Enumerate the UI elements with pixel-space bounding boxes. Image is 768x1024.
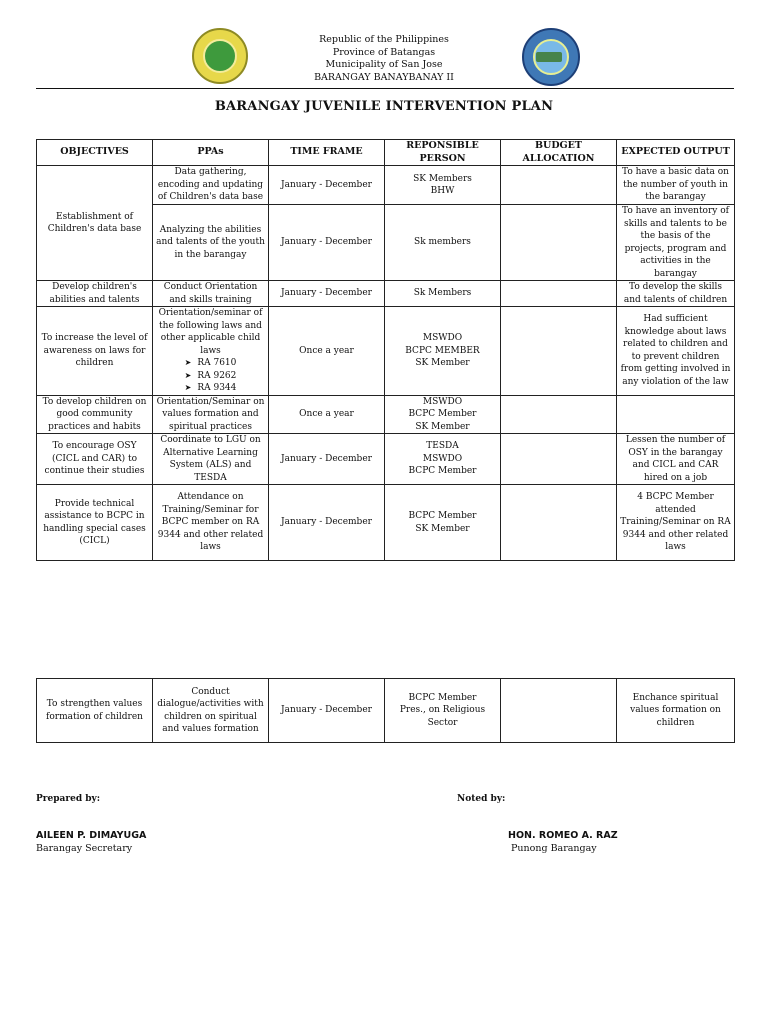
- intervention-plan-table: [36, 139, 735, 561]
- objective-cell: To increase the level of awareness on laws for children: [37, 307, 153, 396]
- ppa-cell: Coordinate to LGU on Alternative Learning System (ALS) and TESDA: [153, 434, 269, 485]
- time-frame-cell: January - December: [269, 679, 385, 743]
- person-line: BCPC MEMBER: [405, 345, 480, 356]
- responsible-person-cell: [385, 166, 501, 205]
- responsible-person-cell: [385, 307, 501, 396]
- budget-cell: [501, 307, 617, 396]
- prepared-by-label: Prepared by:: [36, 794, 101, 804]
- person-line: SK Member: [415, 523, 470, 534]
- person-line: MSWDO: [422, 396, 463, 407]
- header-divider: [36, 88, 734, 89]
- expected-output-cell: To develop the skills and talents of children: [617, 281, 735, 307]
- person-line: TESDA: [426, 441, 459, 452]
- expected-output-cell: [617, 485, 735, 561]
- expected-output-cell: Lessen the number of OSY in the barangay and CICL and CAR hired on a job: [617, 434, 735, 485]
- ppa-text: Orientation/seminar of the following laws and other applicable child laws: [158, 308, 263, 356]
- table-row: [37, 395, 735, 434]
- time-frame-cell: Once a year: [269, 395, 385, 434]
- ppa-cell: Attendance on Training/Seminar for BCPC member on RA 9344 and other related laws: [153, 485, 269, 561]
- person-line: MSWDO: [422, 453, 463, 464]
- objective-cell: Develop children's abilities and talents: [37, 281, 153, 307]
- output-line: laws: [665, 542, 686, 553]
- laws-list: [185, 357, 237, 395]
- time-frame-cell: January - December: [269, 434, 385, 485]
- letterhead: [0, 34, 768, 84]
- objective-cell: Establishment of Children's data base: [37, 166, 153, 281]
- time-frame-cell: Once a year: [269, 307, 385, 396]
- table-row: [37, 166, 735, 205]
- continuation-table: [36, 678, 735, 743]
- ppa-cell: [153, 307, 269, 396]
- person-line: BHW: [430, 186, 455, 196]
- ppa-cell: Conduct Orientation and skills training: [153, 281, 269, 307]
- table-header-row: [37, 140, 735, 166]
- table-row: [37, 485, 735, 561]
- person-line: SK Members: [413, 173, 472, 184]
- person-line: BCPC Member: [408, 409, 477, 419]
- prepared-by-name: AILEEN P. DIMAYUGA: [36, 830, 147, 841]
- law-label: RA 7610: [197, 358, 237, 368]
- responsible-person-cell: [385, 434, 501, 485]
- person-line: BCPC Member: [408, 692, 477, 703]
- letterhead-line-1: Republic of the Philippines: [319, 34, 449, 45]
- column-header-ppas: PPAs: [153, 140, 269, 166]
- time-frame-cell: January - December: [269, 281, 385, 307]
- ppa-cell: Data gathering, encoding and updating of Children's data base: [153, 166, 269, 205]
- budget-cell: [501, 166, 617, 205]
- time-frame-cell: January - December: [269, 485, 385, 561]
- letterhead-line-2: Province of Batangas: [332, 46, 436, 58]
- objective-cell: Provide technical assistance to BCPC in handling special cases (CICL): [37, 485, 153, 561]
- person-line: SK Member: [415, 358, 470, 368]
- arrow-bullet-icon: ➤: [184, 370, 192, 380]
- ppa-cell: Conduct dialogue/activities with children on spiritual and values formation: [153, 679, 269, 743]
- responsible-person-cell: [385, 395, 501, 434]
- expected-output-cell: To have an inventory of skills and talents to be the basis of the projects, program and activities in the barangay: [617, 205, 735, 281]
- column-header-objectives: OBJECTIVES: [37, 140, 153, 166]
- document-title: BARANGAY JUVENILE INTERVENTION PLAN: [214, 99, 554, 114]
- person-line: SK Member: [415, 421, 470, 432]
- budget-cell: [501, 205, 617, 281]
- expected-output-cell: Enchance spiritual values formation on children: [617, 679, 735, 743]
- ppa-cell: Analyzing the abilities and talents of the youth in the barangay: [153, 205, 269, 281]
- budget-cell: [501, 434, 617, 485]
- responsible-person-cell: Sk Members: [385, 281, 501, 307]
- column-header-time-frame: TIME FRAME: [269, 140, 385, 166]
- responsible-person-cell: [385, 679, 501, 743]
- letterhead-line-3: Municipality of San Jose: [325, 59, 443, 70]
- column-header-budget-allocation: BUDGET ALLOCATION: [501, 140, 617, 166]
- expected-output-cell: To have a basic data on the number of youth in the barangay: [617, 166, 735, 205]
- objective-cell: To strengthen values formation of children: [37, 679, 153, 743]
- table-row: [37, 679, 735, 743]
- person-line: BCPC Member: [408, 466, 477, 477]
- column-header-expected-output: EXPECTED OUTPUT: [617, 140, 735, 166]
- noted-by-name: HON. ROMEO A. RAZ: [508, 830, 618, 841]
- prepared-by-role: Barangay Secretary: [36, 843, 133, 854]
- responsible-person-cell: [385, 485, 501, 561]
- time-frame-cell: January - December: [269, 205, 385, 281]
- person-line: BCPC Member: [408, 511, 477, 521]
- law-item: [185, 382, 237, 395]
- column-header-responsible-person: REPONSIBLE PERSON: [385, 140, 501, 166]
- arrow-bullet-icon: ➤: [184, 383, 192, 392]
- responsible-person-cell: Sk members: [385, 205, 501, 281]
- law-label: RA 9344: [197, 383, 237, 393]
- budget-cell: [501, 395, 617, 434]
- law-item: [185, 357, 237, 370]
- budget-cell: [501, 485, 617, 561]
- noted-by-role: Punong Barangay: [511, 843, 597, 854]
- expected-output-cell: [617, 395, 735, 434]
- objective-cell: To encourage OSY (CICL and CAR) to continue their studies: [37, 434, 153, 485]
- objective-cell: To develop children on good community practices and habits: [37, 395, 153, 434]
- arrow-bullet-icon: ➤: [184, 358, 192, 367]
- table-row: [37, 281, 735, 307]
- letterhead-line-4: BARANGAY BANAYBANAY II: [314, 71, 454, 83]
- table-row: [37, 434, 735, 485]
- ppa-cell: Orientation/Seminar on values formation and spiritual practices: [153, 395, 269, 434]
- law-label: RA 9262: [197, 370, 237, 381]
- budget-cell: [501, 281, 617, 307]
- noted-by-label: Noted by:: [457, 794, 506, 804]
- law-item: [185, 370, 237, 383]
- budget-cell: [501, 679, 617, 743]
- table-row: [37, 307, 735, 396]
- person-line: Pres., on Religious Sector: [399, 705, 486, 728]
- time-frame-cell: January - December: [269, 166, 385, 205]
- output-line: 4 BCPC Member attended Training/Seminar on RA 9344 and other related: [620, 492, 731, 540]
- expected-output-cell: Had sufficient knowledge about laws related to children and to prevent children from getting involved in any violation of the law: [617, 307, 735, 396]
- person-line: MSWDO: [422, 333, 463, 343]
